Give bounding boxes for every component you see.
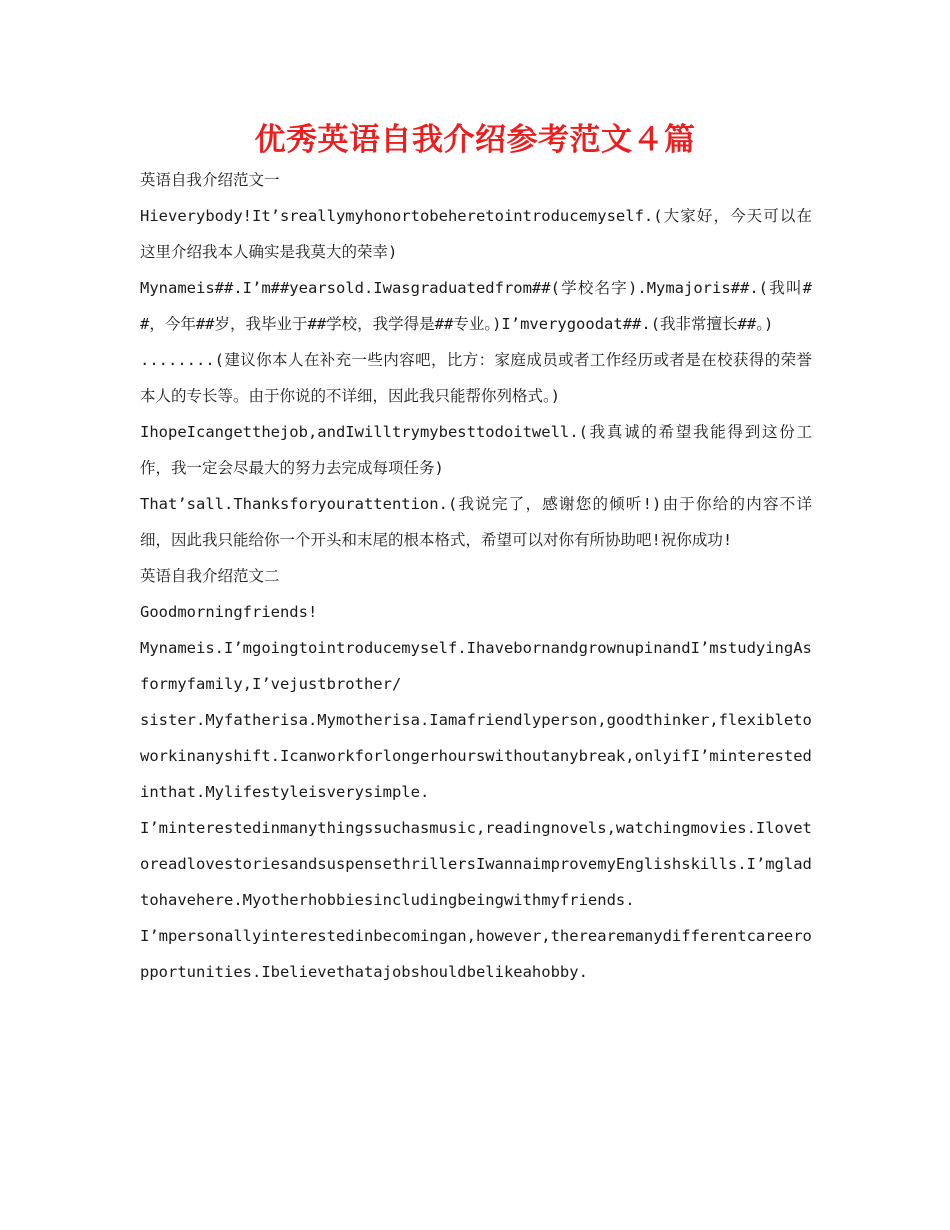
paragraph: sister.Myfatherisa.Mymotherisa.Iamafriendlyperson,goodthinker,flexibletoworkinanyshift.Icanworkforlongerhourswithoutanybreak,onlyifI’minterestedinthat.Mylifestyleisverysimple.: [140, 711, 812, 801]
paragraph: Mynameis##.I’m##yearsold.Iwasgraduatedfrom##(学校名字).Mymajoris##.(我叫##，今年##岁，我毕业于##学校，我学得是##专业。)I’mverygoodat##.(我非常擅长##。): [140, 279, 812, 333]
section-heading: 英语自我介绍范文一: [140, 171, 280, 189]
paragraph: Hieverybody!It’sreallymyhonortobeheretointroducemyself.(大家好，今天可以在这里介绍我本人确实是我莫大的荣幸): [140, 207, 812, 261]
document-body: [140, 162, 812, 990]
paragraph: IhopeIcangetthejob,andIwilltrymybesttodoitwell.(我真诚的希望我能得到这份工作，我一定会尽最大的努力去完成每项任务): [140, 423, 812, 477]
paragraph: ........(建议你本人在补充一些内容吧，比方：家庭成员或者工作经历或者是在校获得的荣誉本人的专长等。由于你说的不详细，因此我只能帮你列格式。): [140, 351, 812, 405]
paragraph: Goodmorningfriends!: [140, 603, 318, 621]
paragraph: I’mpersonallyinterestedinbecomingan,however,therearemanydifferentcareeropportunities.Ibelievethatajobshouldbelikeahobby.: [140, 927, 812, 981]
section-heading: 英语自我介绍范文二: [140, 567, 280, 585]
document-title: 优秀英语自我介绍参考范文４篇: [254, 122, 696, 158]
paragraph: Mynameis.I’mgoingtointroducemyself.IhavebornandgrownupinandI’mstudyingAsformyfamily,I’vejustbrother/: [140, 639, 812, 693]
paragraph: I’minterestedinmanythingssuchasmusic,readingnovels,watchingmovies.IlovetoreadlovestoriesandsuspensethrillersIwannaimprovemyEnglishskills.I’mgladtohavehere.Myotherhobbiesincludingbeingwithmyfriends.: [140, 819, 812, 909]
paragraph: That’sall.Thanksforyourattention.(我说完了，感谢您的倾听!)由于你给的内容不详细，因此我只能给你一个开头和末尾的根本格式，希望可以对你有所协助吧!祝你成功!: [140, 495, 812, 549]
